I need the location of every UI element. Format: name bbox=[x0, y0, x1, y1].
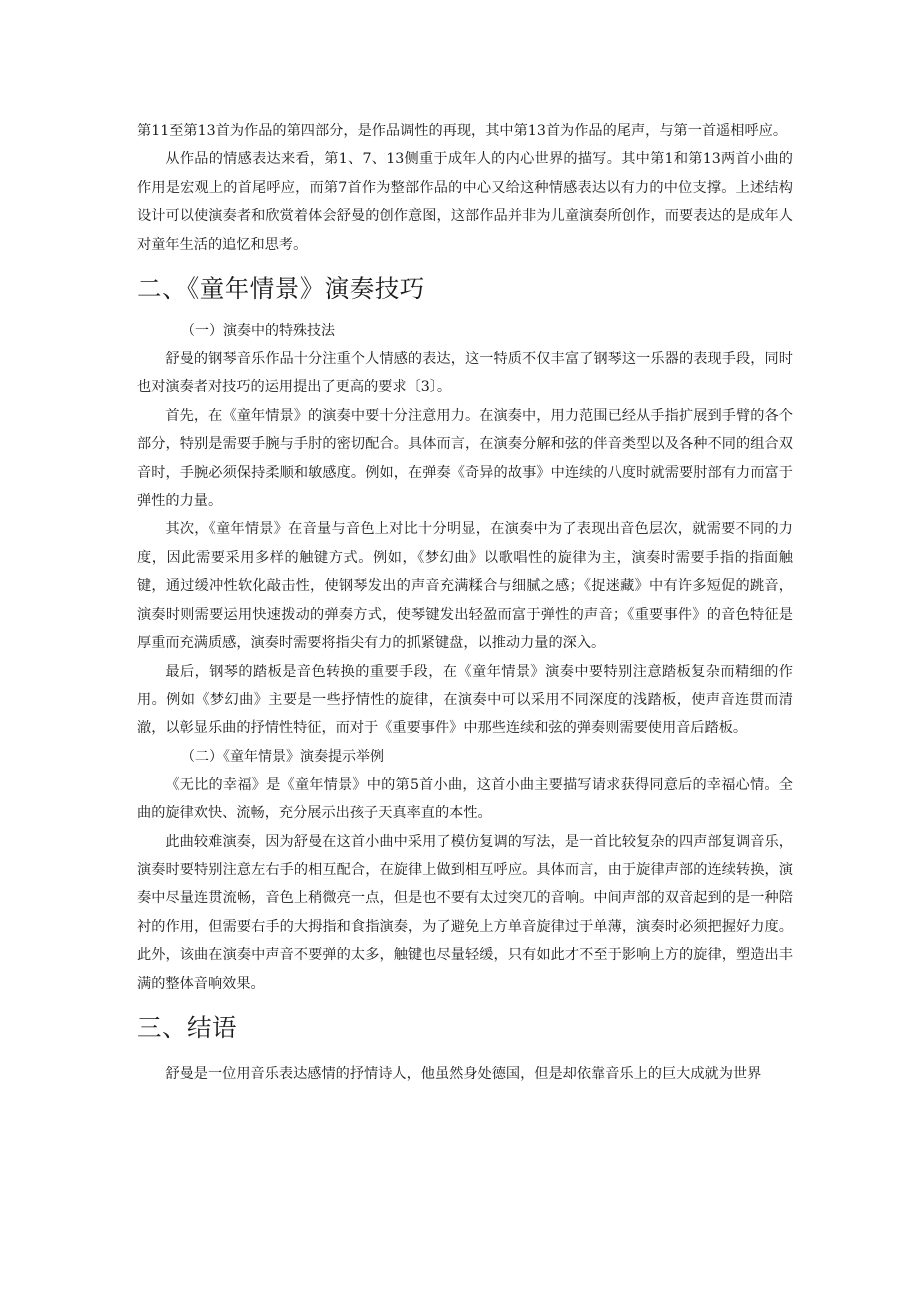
section-heading-conclusion: 三、结语 bbox=[137, 1012, 237, 1042]
paragraph-conclusion: 舒曼是一位用音乐表达感情的抒情诗人，他虽然身处德国，但是却依靠音乐上的巨大成就为世界 bbox=[165, 1065, 762, 1082]
paragraph-part-four: 第11至第13首为作品的第四部分，是作品调性的再现，其中第13首为作品的尾声，与第一首遥相呼应。 bbox=[137, 123, 788, 139]
paragraph-supreme-happiness: 《无比的幸福》是《童年情景》中的第5首小曲，这首小曲主要描写请求获得同意后的幸福心情。全曲的旋律欢快、流畅，充分展示出孩子天真率直的本性。 bbox=[137, 776, 793, 822]
paragraph-force-usage: 首先，在《童年情景》的演奏中要十分注意用力。在演奏中，用力范围已经从手指扩展到手臂的各个部分，特别是需要手腕与手肘的密切配合。具体而言，在演奏分解和弦的伴音类型以及各种不同的组合双音时，手腕必须保持柔顺和敏感度。例如，在弹奏《奇异的故事》中连续的八度时就需要肘部有力而富于弹性的力量。 bbox=[137, 407, 793, 510]
paragraph-touch-methods: 其次，《童年情景》在音量与音色上对比十分明显，在演奏中为了表现出音色层次，就需要不同的力度，因此需要采用多样的触键方式。例如，《梦幻曲》以歌唱性的旋律为主，演奏时需要手指的指面触键，通过缓冲性软化敲击性，使钢琴发出的声音充满糅合与细腻之感；《捉迷藏》中有许多短促的跳音，演奏时则需要运用快速拨动的弹奏方式，使琴键发出轻盈而富于弹性的声音；《重要事件》的音色特征是厚重而充满质感，演奏时需要将指尖有力的抓紧键盘，以推动力量的深入。 bbox=[137, 521, 793, 652]
section-heading-performance-skills: 二、《童年情景》演奏技巧 bbox=[137, 274, 425, 304]
document-page bbox=[137, 117, 793, 1088]
paragraph-personal-emotion: 舒曼的钢琴音乐作品十分注重个人情感的表达，这一特质不仅丰富了钢琴这一乐器的表现手段，同时也对演奏者对技巧的运用提出了更高的要求〔3〕。 bbox=[137, 351, 793, 396]
paragraph-pedal-usage: 最后，钢琴的踏板是音色转换的重要手段，在《童年情景》演奏中要特别注意踏板复杂而精细的作用。例如《梦幻曲》主要是一些抒情性的旋律，在演奏中可以采用不同深度的浅踏板，使声音连贯而清澈，以彰显乐曲的抒情性特征，而对于《重要事件》中那些连续和弦的弹奏则需要使用音后踏板。 bbox=[137, 663, 793, 737]
paragraph-polyphony-difficulty: 此曲较难演奏，因为舒曼在这首小曲中采用了模仿复调的写法，是一首比较复杂的四声部复调音乐，演奏时要特别注意左右手的相互配合，在旋律上做到相互呼应。具体而言，由于旋律声部的连续转换，演奏中尽量连贯流畅，音色上稍微亮一点，但是也不要有太过突兀的音响。中间声部的双音起到的是一种陪衬的作用，但需要右手的大拇指和食指演奏，为了避免上方单音旋律过于单薄，演奏时必须把握好力度。此外，该曲在演奏中声音不要弹的太多，触键也尽量轻缓，只有如此才不至于影响上方的旋律，塑造出丰满的整体音响效果。 bbox=[137, 833, 793, 992]
subheading-special-techniques: （一）演奏中的特殊技法 bbox=[181, 323, 335, 340]
paragraph-emotional-expression: 从作品的情感表达来看，第1、7、13侧重于成年人的内心世界的描写。其中第1和第13两首小曲的作用是宏观上的首尾呼应，而第7首作为整部作品的中心又给这种情感表达以有力的中位支撑。上述结构设计可以使演奏者和欣赏着体会舒曼的创作意图，这部作品并非为儿童演奏所创作，而要表达的是成年人对童年生活的追忆和思考。 bbox=[137, 151, 793, 253]
subheading-performance-examples: （二）《童年情景》演奏提示举例 bbox=[181, 748, 384, 765]
